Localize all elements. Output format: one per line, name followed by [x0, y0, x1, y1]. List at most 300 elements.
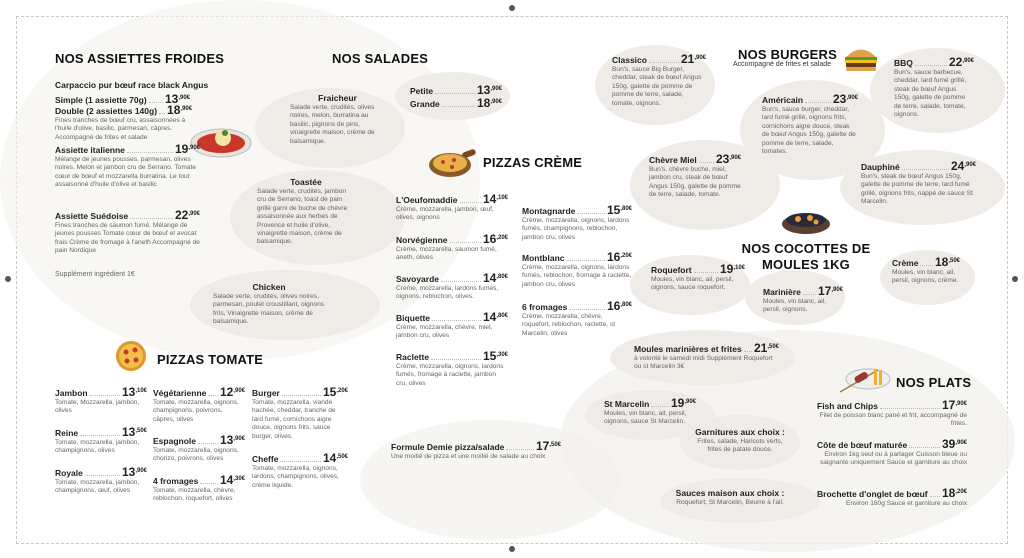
salad-item: [213, 282, 325, 327]
menu-item: [153, 434, 245, 464]
item-name: Fish and Chips: [817, 401, 878, 411]
price-cents: ,10€: [135, 388, 147, 394]
price-cents: ,90€: [846, 95, 858, 101]
item-price: [483, 311, 508, 323]
price-cents: ,20€: [620, 253, 632, 259]
price-leader: [200, 483, 218, 484]
price-leader: [282, 395, 321, 396]
item-description: Crème, mozzarella, oignons, lardons fumés, reblochon, fromage à raclette, jambon cru, olives: [522, 264, 632, 288]
item-name: Reine: [55, 428, 79, 438]
price-leader: [431, 359, 481, 360]
price-euros: 13: [121, 425, 136, 439]
menu-item: [391, 440, 561, 461]
menu-item-header: [817, 487, 967, 499]
item-price: [949, 56, 974, 68]
item-name: L'Oeufomaddie: [396, 195, 458, 205]
item-description: Une moitié de pizza et une moitié de salade au choix: [391, 453, 546, 460]
price-leader: [902, 169, 949, 170]
menu-item-header: [396, 233, 508, 245]
price-leader: [432, 320, 481, 321]
sauces-title: Sauces maison aux choix :: [675, 488, 785, 498]
item-name: Brochette d'onglet de bœuf: [817, 489, 928, 499]
price-euros: 14: [322, 451, 337, 465]
price-cents: ,20€: [336, 388, 348, 394]
price-leader: [130, 218, 173, 219]
item-price: [175, 209, 200, 221]
item-description: Tomate, mozzarella, viande hachée, cheddar, tranche de lard fumé, cornichons aigre douce, oignons frits, sauce burger, olives.: [252, 399, 336, 440]
item-price: [323, 452, 348, 464]
crop-mark: [1012, 276, 1018, 282]
item-description: Crème, mozzarella, chèvre, roquefort, reblochon, raclette, st Marcelin, olives: [522, 313, 616, 337]
item-price: [483, 272, 508, 284]
price-cents: ,20€: [496, 235, 508, 241]
item-price: [167, 104, 192, 116]
section-title-salades: NOS SALADES: [332, 51, 429, 66]
menu-item: [396, 193, 508, 223]
item-price: [951, 160, 976, 172]
salad-name: Toastée: [290, 177, 322, 187]
price-euros: 16: [606, 299, 621, 313]
item-price: [122, 466, 147, 478]
price-leader: [649, 62, 679, 63]
price-euros: 17: [817, 284, 832, 298]
item-description: Tomate, mozzarella, jambon, champignons, œuf, olives: [55, 479, 140, 495]
menu-item-header: [522, 251, 632, 263]
price-leader: [577, 213, 605, 214]
price-leader: [85, 475, 120, 476]
price-euros: 14: [219, 473, 234, 487]
price-cents: ,10€: [496, 195, 508, 201]
menu-item: [817, 438, 967, 468]
price-leader: [506, 449, 534, 450]
menu-item: [153, 474, 245, 504]
item-description: Moules, vin blanc, ail, persil, oignons, sauce St Marcelin.: [604, 410, 687, 426]
menu-item: [55, 103, 193, 142]
item-description: Moules, vin blanc, ail, persil, oignons, sauce roquefort.: [651, 276, 734, 292]
menu-item-header: [522, 300, 632, 312]
price-leader: [694, 272, 718, 273]
menu-item: [55, 466, 147, 496]
salad-description: Salade verte, crudités, jambon cru de Serrano, toast de pain grillé garni de buche de chèvre assaisonnée aux herbes de Provence et huile d'olive, vinaigrette maison, crème de balsamique.: [257, 188, 348, 246]
section-title-burgers: NOS BURGERS: [738, 47, 837, 62]
item-name: Américain: [762, 95, 804, 105]
price-euros: 13: [121, 385, 136, 399]
crop-mark: [5, 276, 11, 282]
item-name: 6 fromages: [522, 302, 568, 312]
price-euros: 19: [719, 262, 734, 276]
pizza-icon: [115, 340, 147, 372]
menu-item: [396, 272, 508, 302]
price-euros: 39: [941, 437, 956, 451]
price-euros: 19: [174, 142, 189, 156]
background-blob: [395, 72, 510, 120]
salad-item: [257, 177, 355, 247]
item-name: 4 fromages: [153, 476, 199, 486]
section-title-pizzas-tomate: PIZZAS TOMATE: [157, 352, 264, 367]
menu-item: [612, 53, 706, 108]
price-cents: ,90€: [694, 55, 706, 61]
item-price: [942, 399, 967, 411]
price-cents: ,90€: [955, 401, 967, 407]
price-cents: ,90€: [178, 95, 190, 101]
price-cents: ,50€: [549, 442, 561, 448]
carpaccio-title: Carpaccio pur bœuf race black Angus: [55, 80, 209, 90]
item-name: Grande: [410, 99, 440, 109]
price-euros: 16: [482, 232, 497, 246]
price-leader: [920, 265, 932, 266]
price-leader: [909, 447, 940, 448]
crop-mark: [509, 5, 515, 11]
menu-item: [817, 399, 967, 429]
menu-item-header: [252, 386, 348, 398]
item-price: [536, 440, 561, 452]
price-leader: [567, 260, 605, 261]
item-name: Biquette: [396, 313, 430, 323]
menu-item: [410, 97, 502, 109]
price-cents: ,80€: [496, 313, 508, 319]
menu-item: [55, 386, 147, 416]
menu-item: [604, 397, 696, 427]
moules-title-line2: MOULES 1KG: [762, 257, 850, 272]
garnitures-desc: Frites, salade, Haricots verts, frites de patate douce.: [697, 438, 783, 454]
item-price: [477, 97, 502, 109]
menu-item-header: [396, 272, 508, 284]
menu-item: [861, 160, 976, 207]
item-price: [935, 256, 960, 268]
item-name: Crème: [892, 258, 919, 268]
price-cents: ,50€: [767, 344, 779, 350]
price-cents: ,20€: [955, 489, 967, 495]
item-price: [754, 342, 779, 354]
price-cents: ,10€: [733, 265, 745, 271]
item-description: Environ 1kg seul ou à partager Cuisson bleue ou saignante uniquement Sauce et garniture au choix: [820, 451, 967, 467]
menu-item-header: [522, 204, 632, 216]
item-price: [720, 263, 745, 275]
item-name: Cheffe: [252, 454, 279, 464]
price-cents: ,90€: [831, 287, 843, 293]
menu-item-header: [410, 97, 502, 109]
item-name: Espagnole: [153, 436, 196, 446]
menu-item-header: [861, 160, 976, 172]
menu-item: [55, 143, 200, 190]
item-price: [175, 143, 200, 155]
item-description: Crème, mozzarella, oignons, lardons fumés, champignons, reblochon, jambon cru, olives: [522, 217, 630, 241]
item-price: [483, 193, 508, 205]
menu-item: [892, 256, 960, 286]
item-price: [220, 386, 245, 398]
price-leader: [744, 351, 752, 352]
price-cents: ,50€: [135, 428, 147, 434]
menu-item: [522, 204, 632, 242]
price-euros: 15: [322, 385, 337, 399]
price-euros: 18: [934, 255, 949, 269]
menu-item: [55, 426, 147, 456]
supplement-note: Supplément ingrédient 1€: [55, 271, 135, 278]
moules-title-line1: NOS COCOTTES DE: [741, 241, 871, 256]
mussels-pot-icon: [780, 208, 832, 236]
menu-item: [396, 350, 508, 388]
item-name: Montagnarde: [522, 206, 576, 216]
price-cents: ,90€: [684, 399, 696, 405]
menu-item: [817, 487, 967, 508]
item-name: Végétarienne: [153, 388, 207, 398]
menu-item: [651, 263, 745, 293]
item-price: [220, 434, 245, 446]
item-description: Environ 180g Sauce et garniture au choix: [846, 500, 967, 507]
menu-item: [762, 93, 858, 156]
price-euros: 15: [606, 203, 621, 217]
item-name: Simple (1 assiette 70g): [55, 95, 147, 105]
price-leader: [435, 93, 475, 94]
menu-item-header: [649, 153, 741, 165]
price-euros: 18: [941, 486, 956, 500]
item-description: Crème, mozzarella, jambon, œuf, olives, oignons: [396, 206, 494, 222]
price-cents: ,80€: [496, 274, 508, 280]
price-leader: [915, 65, 947, 66]
price-leader: [80, 435, 120, 436]
salad-description: Salade verte, crudités, olives noires, parmesan, poulet croustillant, oignons frits, Vinaigrette maison, crème de balsamique.: [213, 293, 325, 326]
item-name: Côte de bœuf maturée: [817, 440, 908, 450]
background-swoosh: [360, 420, 620, 540]
item-price: [483, 350, 508, 362]
menu-item-header: [55, 209, 200, 221]
price-leader: [930, 496, 940, 497]
price-leader: [651, 406, 669, 407]
menu-item: [410, 84, 502, 96]
salad-name: Fraicheur: [318, 93, 357, 103]
price-euros: 14: [482, 271, 497, 285]
item-description: à volonté le samedi midi Supplément Roquefort ou st Marcelin 3€: [634, 355, 773, 371]
menu-item: [396, 233, 508, 263]
item-description: Tomate, mozzarella, jambon, champignons, olives: [55, 439, 140, 455]
item-name: Petite: [410, 86, 434, 96]
price-cents: ,90€: [490, 86, 502, 92]
item-price: [671, 397, 696, 409]
burger-icon: [843, 44, 879, 72]
item-name: St Marcelin: [604, 399, 650, 409]
menu-item: [153, 386, 245, 424]
price-leader: [90, 395, 120, 396]
item-price: [833, 93, 858, 105]
price-euros: 17: [941, 398, 956, 412]
price-cents: ,90€: [490, 99, 502, 105]
price-euros: 21: [753, 341, 768, 355]
item-price: [122, 426, 147, 438]
price-leader: [450, 242, 481, 243]
price-euros: 13: [219, 433, 234, 447]
price-euros: 16: [606, 250, 621, 264]
price-cents: ,90€: [180, 106, 193, 112]
price-euros: 13: [121, 465, 136, 479]
price-leader: [127, 152, 173, 153]
item-description: Bun's, steak de bœuf Angus 150g, galette de pomme de terre, lard fumé grillé, oignons frits, nappé de sauce St Marcelin.: [861, 173, 973, 206]
item-description: Bun's, sauce Big Burger, cheddar, steak de bœuf Angus 150g, galette de pomme de pomme de terre, salade, tomate, oignons.: [612, 66, 702, 107]
item-price: [323, 386, 348, 398]
brochette-plate-icon: [838, 364, 892, 394]
price-cents: ,90€: [729, 155, 741, 161]
menu-item-header: [410, 84, 502, 96]
item-price: [681, 53, 706, 65]
price-leader: [441, 281, 481, 282]
item-price: [477, 84, 502, 96]
menu-item-header: [153, 474, 245, 486]
menu-item-header: [396, 311, 508, 323]
item-name: Double (2 assiettes 140g): [55, 106, 158, 116]
item-price: [607, 300, 632, 312]
menu-item: [763, 285, 843, 315]
item-name: Moules marinières et frites: [634, 344, 742, 354]
item-description: Tomate, mozzarella, oignons, chorizo, poivrons, olives: [153, 447, 239, 463]
item-price: [818, 285, 843, 297]
item-name: Royale: [55, 468, 83, 478]
menu-item-header: [634, 342, 779, 354]
menu-item: [252, 452, 348, 490]
price-euros: 13: [476, 83, 491, 97]
garnitures-note: [690, 427, 790, 455]
price-cents: ,90€: [233, 436, 245, 442]
item-price: [220, 474, 245, 486]
item-description: Crème, mozzarella, oignons, lardons fumés, fromage à raclette, jambon cru, olives: [396, 363, 504, 387]
menu-item-header: [55, 143, 200, 155]
menu-item: [396, 311, 508, 341]
item-price: [942, 487, 967, 499]
price-euros: 21: [680, 52, 695, 66]
menu-item: [649, 153, 741, 200]
menu-item: [894, 56, 974, 119]
price-euros: 22: [174, 208, 189, 222]
item-price: [716, 153, 741, 165]
price-cents: ,50€: [948, 258, 960, 264]
price-leader: [803, 294, 816, 295]
section-title-pizzas-creme: PIZZAS CRÈME: [483, 155, 583, 170]
item-description: Bun's, sauce barbecue, cheddar, lard fumé grillé, steak de bœuf Angus 150g, galette de pomme de terre, salade, tomate, oignons.: [894, 69, 967, 119]
menu-item-header: [55, 426, 147, 438]
price-euros: 13: [164, 92, 179, 106]
price-leader: [198, 443, 218, 444]
item-description: Crème, mozzarella, chèvre, miel, jambon cru, olives: [396, 324, 493, 340]
price-leader: [149, 102, 163, 103]
item-price: [607, 204, 632, 216]
price-cents: ,30€: [496, 352, 508, 358]
item-description: Moules, vin blanc, ail, persil, oignons.: [763, 298, 827, 314]
item-description: Crème, mozzarella, lardons fumés, oignons, reblochon, olives.: [396, 285, 499, 301]
price-leader: [805, 102, 831, 103]
section-title-assiettes: NOS ASSIETTES FROIDES: [55, 51, 225, 66]
price-euros: 19: [670, 396, 685, 410]
price-euros: 12: [219, 385, 234, 399]
section-title-moules: [740, 241, 872, 273]
price-euros: 23: [832, 92, 847, 106]
menu-item-header: [817, 399, 967, 411]
item-description: Tomate, mozzarella, oignons, champignons, poivrons, câpres, olives: [153, 399, 239, 423]
item-description: Filet de poisson blanc pané et frit, accompagné de frites.: [819, 412, 967, 428]
price-cents: ,90€: [135, 468, 147, 474]
price-leader: [442, 106, 475, 107]
menu-item-header: [252, 452, 348, 464]
menu-item-header: [391, 440, 561, 452]
price-leader: [159, 113, 165, 114]
menu-item: [634, 342, 779, 372]
menu-item-header: [894, 56, 974, 68]
item-description: Moules, vin blanc, ail, persil, oignons, crème.: [892, 269, 959, 285]
salad-description: Salade verte, crudités, olives noires, melon, burratina au basilic, pignons de pins, vinaigrette maison, crème de balsamique.: [290, 104, 375, 145]
price-euros: 18: [476, 96, 491, 110]
menu-item-header: [55, 103, 193, 117]
price-cents: ,50€: [336, 454, 348, 460]
salad-name: Chicken: [252, 282, 286, 292]
item-description: Bun's, chèvre buche, miel, jambon cru, steak de bœuf Angus 150g, galette de pomme de terre, salade, tomate.: [649, 166, 741, 199]
item-price: [483, 233, 508, 245]
menu-item-header: [762, 93, 858, 105]
item-name: Assiette Suédoise: [55, 211, 129, 221]
menu-item: [522, 300, 632, 338]
price-cents: ,90€: [962, 58, 974, 64]
item-name: Roquefort: [651, 265, 692, 275]
price-leader: [699, 162, 714, 163]
menu-item-header: [763, 285, 843, 297]
item-name: Chèvre Miel: [649, 155, 697, 165]
menu-item-header: [817, 438, 967, 450]
item-description: Tomate, Mozzarella, jambon, olives: [55, 399, 140, 415]
price-cents: ,90€: [233, 388, 245, 394]
item-description: Tomate, mozzarella, chèvre, reblochon, roquefort, olives: [153, 487, 236, 503]
menu-item: [252, 386, 348, 441]
menu-item: [522, 251, 632, 289]
sauces-note: [675, 488, 785, 507]
menu-item-header: [153, 386, 245, 398]
price-euros: 23: [715, 152, 730, 166]
price-cents: ,90€: [188, 211, 200, 217]
item-price: [607, 251, 632, 263]
garnitures-title: Garnitures aux choix :: [695, 427, 785, 437]
item-description: Fines tranches de saumon fumé. Mélange de jeunes pousses Tomate cœur de bœuf et avocat frais Crème de fromage à l'aneth Accompagné de pain Nordique: [55, 222, 200, 255]
menu-item-header: [153, 434, 245, 446]
item-name: Raclette: [396, 352, 430, 362]
item-name: Assiette italienne: [55, 145, 125, 155]
price-euros: 17: [535, 439, 550, 453]
price-cents: ,90€: [964, 162, 976, 168]
burgers-subtitle: Accompagné de frites et salade: [733, 61, 832, 68]
item-name: BBQ: [894, 58, 913, 68]
price-cents: ,90€: [955, 440, 967, 446]
price-cents: ,80€: [620, 206, 632, 212]
item-description: Mélange de jeunes pousses, parmesan, olives noires. Melon et jambon cru de Serrano. Tomate cœur de bœuf et mozzarella burratina. Le tout assaisonné d'huile d'olive et basilic: [55, 156, 196, 189]
price-leader: [460, 202, 481, 203]
pizza-board-icon: [428, 148, 478, 178]
price-cents: ,30€: [233, 476, 245, 482]
price-leader: [208, 395, 218, 396]
menu-item-header: [396, 193, 508, 205]
item-name: Classico: [612, 55, 647, 65]
price-euros: 18: [167, 103, 181, 117]
item-name: Jambon: [55, 388, 88, 398]
menu-item-header: [604, 397, 696, 409]
price-cents: ,90€: [188, 145, 200, 151]
price-leader: [880, 408, 940, 409]
item-name: Formule Demie pizza/salade: [391, 442, 505, 452]
item-price: [942, 438, 967, 450]
item-name: Savoyarde: [396, 274, 439, 284]
menu-item-header: [651, 263, 745, 275]
item-price: [122, 386, 147, 398]
price-leader: [569, 309, 605, 310]
price-leader: [280, 461, 321, 462]
menu-item-header: [892, 256, 960, 268]
menu-item-header: [396, 350, 508, 362]
item-name: Norvégienne: [396, 235, 448, 245]
price-euros: 15: [482, 349, 497, 363]
menu-item-header: [55, 386, 147, 398]
